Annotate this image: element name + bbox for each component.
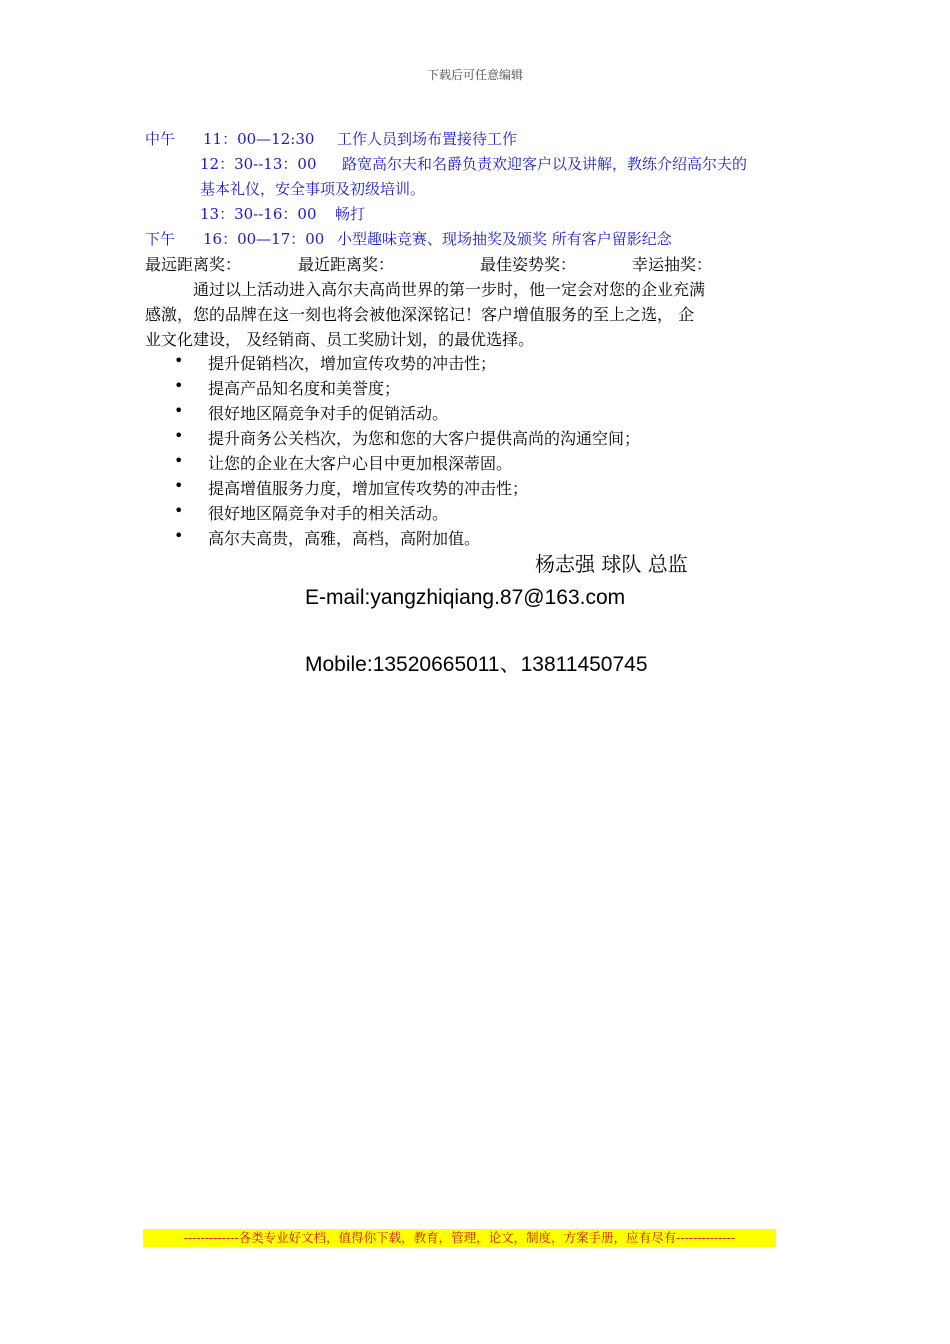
afternoon-label: 下午 — [145, 230, 176, 248]
schedule-desc: 路宽高尔夫和名爵负责欢迎客户以及讲解，教练介绍高尔夫的 — [342, 155, 748, 173]
list-item-text: 高尔夫高贵，高雅，高档，高附加值。 — [208, 529, 481, 548]
page-header: 下载后可任意编辑 — [426, 68, 523, 82]
schedule-desc: 畅打 — [335, 205, 366, 223]
email-line: E-mail:yangzhiqiang.87@163.com — [305, 586, 626, 609]
list-item-text: 提高产品知名度和美誉度； — [208, 379, 401, 398]
bullet-icon: • — [174, 426, 184, 445]
list-item — [0, 426, 950, 448]
paragraph-line: 感激，您的品牌在这一刻也将会被他深深铭记！客户增值服务的至上之选， 企 — [145, 305, 695, 324]
schedule-time: 12：30--13：00 — [200, 155, 317, 173]
award-lucky-draw: 幸运抽奖： — [632, 255, 713, 274]
bullet-icon: • — [174, 401, 184, 420]
list-item-text: 很好地区隔竞争对手的促销活动。 — [208, 404, 449, 423]
schedule-time: 13：30--16：00 — [200, 205, 317, 223]
schedule-desc: 小型趣味竞赛、现场抽奖及颁奖 所有客户留影纪念 — [337, 230, 672, 248]
list-item — [0, 401, 950, 423]
list-item — [0, 501, 950, 523]
bullet-icon: • — [174, 526, 184, 545]
schedule-desc-continued: 基本礼仪，安全事项及初级培训。 — [200, 180, 426, 198]
award-longest-drive: 最远距离奖： — [145, 255, 242, 274]
list-item — [0, 451, 950, 473]
mobile-line: Mobile:13520665011、13811450745 — [305, 653, 648, 676]
list-item-text: 很好地区隔竞争对手的相关活动。 — [208, 504, 449, 523]
bullet-icon: • — [174, 351, 184, 370]
signature: 杨志强 球队 总监 — [535, 552, 688, 576]
bullet-icon: • — [174, 501, 184, 520]
schedule-desc: 工作人员到场布置接待工作 — [337, 130, 518, 148]
bullet-icon: • — [174, 476, 184, 495]
bullet-icon: • — [174, 451, 184, 470]
award-closest-to-pin: 最近距离奖： — [298, 255, 395, 274]
paragraph-line: 业文化建设， 及经销商、员工奖励计划，的最优选择。 — [145, 330, 535, 349]
list-item — [0, 351, 950, 373]
list-item — [0, 376, 950, 398]
schedule-time: 11：00—12:30 — [203, 130, 315, 148]
schedule-time: 16：00—17：00 — [203, 230, 325, 248]
noon-label: 中午 — [145, 130, 176, 148]
list-item-text: 提升促销档次，增加宣传攻势的冲击性； — [208, 354, 497, 373]
footer-banner: -------------各类专业好文档，值得你下载，教育，管理，论文，制度，方案手册，应有尽有-------------- — [143, 1229, 776, 1247]
bullet-icon: • — [174, 376, 184, 395]
list-item — [0, 476, 950, 498]
list-item-text: 提升商务公关档次，为您和您的大客户提供高尚的沟通空间； — [208, 429, 641, 448]
list-item-text: 提高增值服务力度，增加宣传攻势的冲击性； — [208, 479, 529, 498]
paragraph-line: 通过以上活动进入高尔夫高尚世界的第一步时，他一定会对您的企业充满 — [193, 280, 706, 299]
award-best-posture: 最佳姿势奖： — [480, 255, 577, 274]
list-item-text: 让您的企业在大客户心目中更加根深蒂固。 — [208, 454, 513, 473]
list-item — [0, 526, 950, 548]
